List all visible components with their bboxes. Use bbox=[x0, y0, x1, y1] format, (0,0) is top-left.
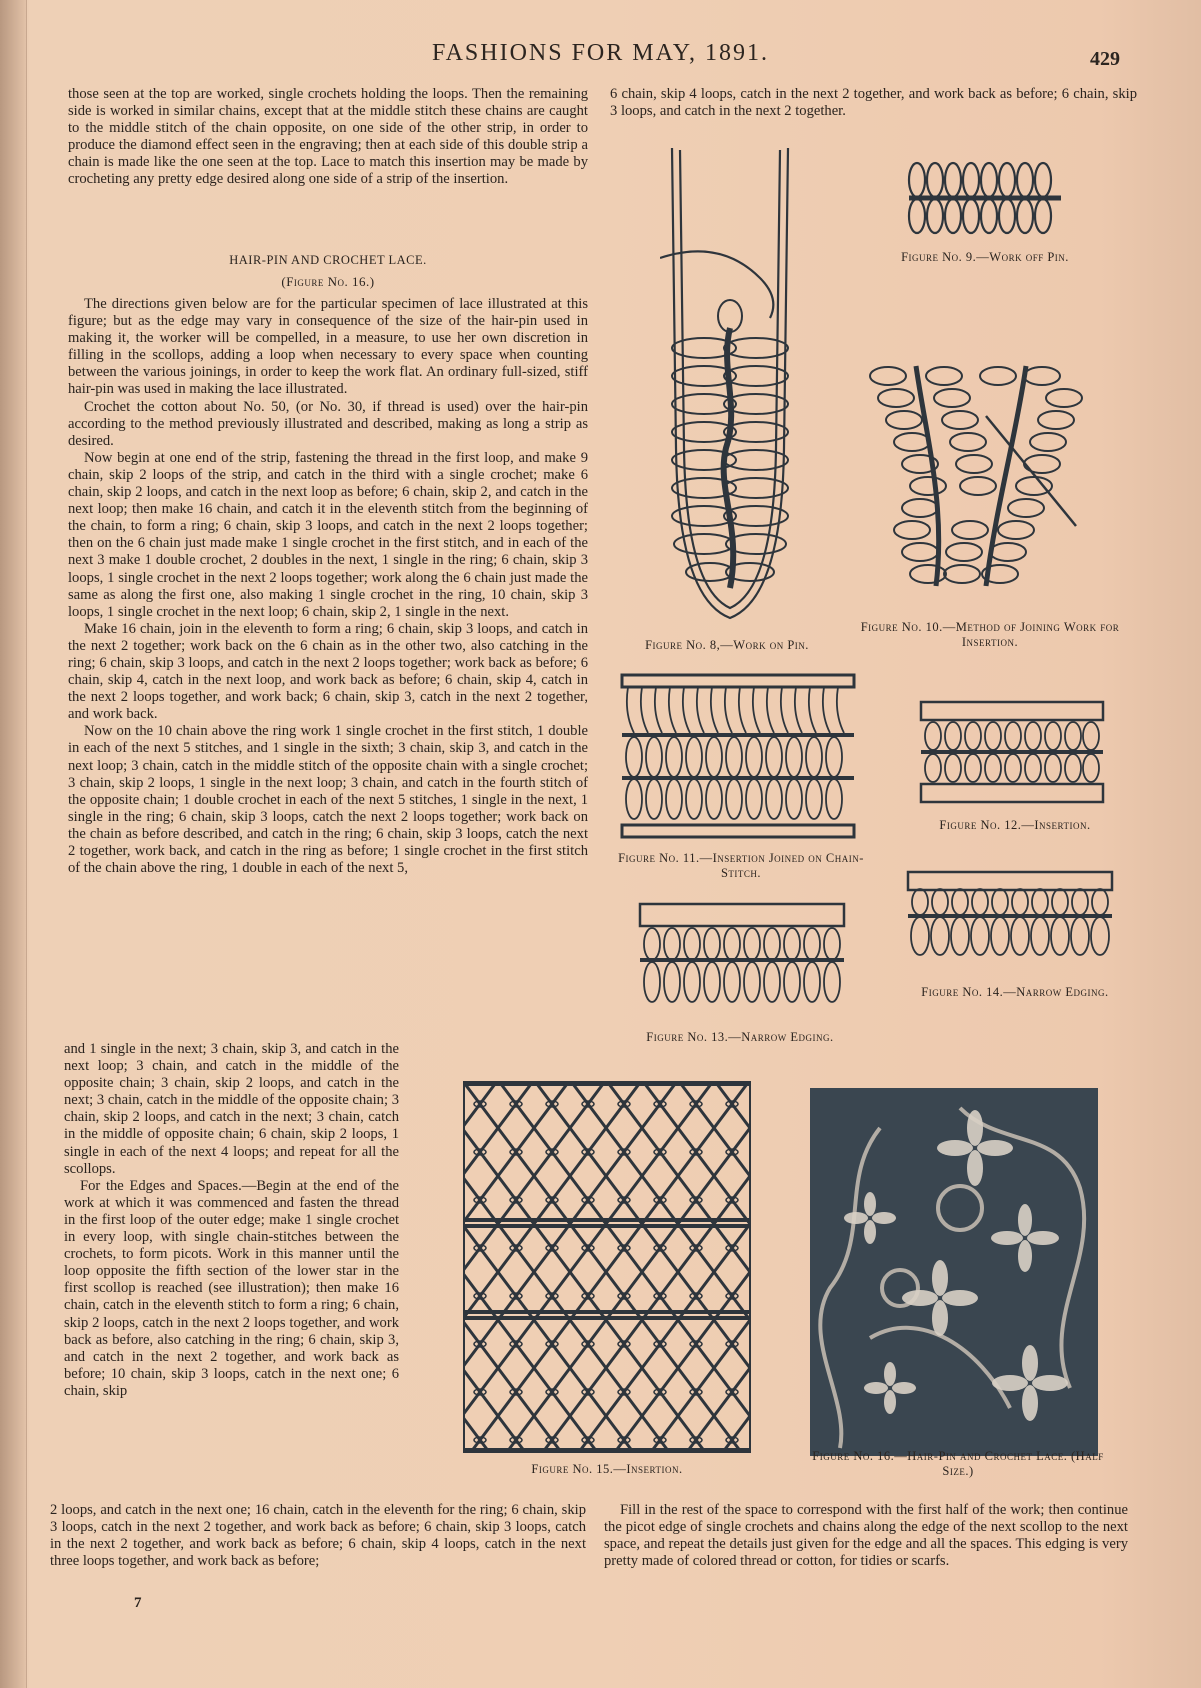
figure-14-caption: Figure No. 14.—Narrow Edging. bbox=[921, 985, 1109, 999]
paragraph: those seen at the top are worked, single crochets holding the loops. Then the remaining side is worked in similar chains, except that at the middle stitch these chains are caught to the middle stitch of the chain opposite, on one side of the other strip, in order to produce the diamond effect seen in the engraving; then at each side of this double strip a chain is made like the one seen at the top. Lace to match this insertion may be made by crocheting any pretty edge desired along one side of a strip of the insertion. bbox=[68, 86, 588, 188]
figure-11-caption: Figure No. 11.—Insertion Joined on Chain-Stitch. bbox=[618, 851, 864, 880]
paragraph: Now begin at one end of the strip, fastening the thread in the first loop, and make 9 chain, skip 2 loops of the strip, and catch in the third with a single crochet; make 6 chain, skip 2 loops, and catch in the next loop as before; 6 chain, skip 2, and catch in the next loop; then make 16 chain, and catch it in the eleventh stitch from the beginning of the chain, to form a ring; 6 chain, skip 3 loops, and catch in the next 2 loops together; then on the 6 chain just made make 1 single crochet in the first stitch, and in each of the next 3 make 1 double crochet, 2 doubles in the next, 1 single in the ring; 6 chain, skip 3 loops, 1 single crochet in the next 2 loops together; work along the 6 chain just made the same as along the first one, also making 1 single crochet in the ring, 10 chain, skip 3 loops, 1 single crochet in the next loop; 6 chain, skip 2, 1 single in the next. bbox=[68, 449, 588, 620]
figure-10-caption: Figure No. 10.—Method of Joining Work for Insertion. bbox=[860, 620, 1120, 649]
section-subheading: (Figure No. 16.) bbox=[281, 274, 375, 289]
figure-10-illustration bbox=[866, 356, 1096, 596]
section-heading: HAIR-PIN AND CROCHET LACE. bbox=[229, 253, 427, 267]
figure-9-illustration bbox=[907, 160, 1063, 236]
column1-narrow-text bbox=[64, 1041, 399, 1400]
figure-8-illustration bbox=[660, 148, 800, 624]
paragraph: Make 16 chain, join in the eleventh to form a ring; 6 chain, skip 3 loops, and catch in the next 2 together; work back on the 6 chain as in the other two, also catching in the ring; 6 chain, skip 3 loops, and catch in the next 2 loops together; work back as before; 6 chain, skip 4, catch in the next loop, and work back as before; 6 chain, skip 4, catch in the next 2 loops together, and work back; 6 chain, skip 3, catch in the next 2 together, and work back. bbox=[68, 620, 588, 723]
page-gutter bbox=[0, 0, 27, 1688]
figure-15-illustration bbox=[462, 1080, 752, 1454]
figure-13-illustration bbox=[638, 902, 846, 1010]
figure-15-caption: Figure No. 15.—Insertion. bbox=[531, 1462, 683, 1476]
paragraph: Crochet the cotton about No. 50, (or No. 30, if thread is used) over the hair-pin according to the method previously illustrated and described, making as long a strip as desired. bbox=[68, 398, 588, 449]
figure-13-caption: Figure No. 13.—Narrow Edging. bbox=[646, 1030, 834, 1044]
figure-12-caption: Figure No. 12.—Insertion. bbox=[939, 818, 1091, 832]
signature-mark: 7 bbox=[134, 1595, 142, 1611]
figure-9-caption: Figure No. 9.—Work off Pin. bbox=[901, 250, 1069, 264]
paragraph: 2 loops, and catch in the next one; 16 chain, catch in the eleventh for the ring; 6 chain, skip 3 loops, catch in the next 2 together, and work back as before; 6 chain, skip 3 loops, catch in the next 2 together, and work back as before; 6 chain, skip 4 loops, catch in the next three loops together, and work back as before; bbox=[50, 1502, 586, 1570]
figure-8-caption: Figure No. 8,—Work on Pin. bbox=[645, 638, 809, 652]
column2-top-text bbox=[610, 86, 1137, 120]
paragraph: For the Edges and Spaces.—Begin at the end of the work at which it was commenced and fasten the thread in the first loop of the outer edge; make 1 single crochet in every loop, with single chain-stitches between the crochets, to form picots. Work in this manner until the loop opposite the fifth section of the lower star in the first scollop is reached (see illustration); then make 16 chain, catch in the eleventh stitch to form a ring; 6 chain, skip 2 loops, catch in the next 2 loops together, and work back as before, also catching in the ring; 6 chain, skip 3, and catch in the next 2 together, and work back as before; 10 chain, skip 3 loops, catch in the next one; 6 chain, skip bbox=[64, 1177, 399, 1399]
page-number: 429 bbox=[1090, 48, 1120, 70]
figure-16-illustration bbox=[810, 1088, 1098, 1456]
paragraph: Now on the 10 chain above the ring work 1 single crochet in the first stitch, 1 double in each of the next 5 stitches, and 1 single in the sixth; 3 chain, skip 3, and catch in the next loop; 3 chain, catch in the middle stitch of the opposite chain with a single crochet; 3 chain, skip 2 loops, 1 single in the next loop; 3 chain, and catch in the fourth stitch of the opposite chain; 1 double crochet in each of the next 5 stitches, 1 single in the next, 1 single in the ring; 6 chain, skip 3 loops, catch the next 2 loops together; work back on the chain as before described, and catch in the ring; 6 chain, skip 3 loops, catch the next 2 together, work back, and catch in the ring as before; 1 single crochet in the first stitch of the chain above the ring, 1 double in each of the next 5, bbox=[68, 723, 588, 877]
running-head: FASHIONS FOR MAY, 1891. bbox=[432, 40, 769, 66]
column1-body-text bbox=[68, 296, 588, 877]
figure-16-caption: Figure No. 16.—Hair-Pin and Crochet Lace. (Half Size.) bbox=[812, 1449, 1104, 1478]
paragraph: and 1 single in the next; 3 chain, skip 3, and catch in the next loop; 3 chain, and catch in the middle of the opposite chain; 3 chain, skip 2 loops, and catch in the next; 3 chain, catch in the middle of the opposite chain; 3 chain, skip 2 loops, and catch in the next; 3 chain, catch in the middle of opposite chain; 6 chain, skip 2 loops, 1 single in each of the next 4 loops; and repeat for all the scollops. bbox=[64, 1041, 399, 1177]
figure-11-illustration bbox=[620, 673, 856, 839]
column1-top-text bbox=[68, 86, 588, 189]
figure-12-illustration bbox=[919, 700, 1105, 804]
paragraph: The directions given below are for the particular specimen of lace illustrated at this figure; but as the edge may vary in consequence of the size of the hair-pin used in making it, the worker will be compelled, in a measure, to use her own discretion in filling in the scollops, adding a loop when necessary to every space when counting between the various joinings, in order to keep the work flat. An ordinary full-sized, stiff hair-pin was used in making the lace illustrated. bbox=[68, 296, 588, 398]
figure-14-illustration bbox=[906, 870, 1114, 958]
paragraph: 6 chain, skip 4 loops, catch in the next 2 together, and work back as before; 6 chain, skip 3 loops, and catch in the next 2 together. bbox=[610, 86, 1137, 120]
paragraph: Fill in the rest of the space to correspond with the first half of the work; then continue the picot edge of single crochets and chains along the edge of the next scollop to the next space, and repeat the details just given for the edge and all the spaces. This edging is very pretty made of colored thread or cotton, for tidies or scarfs. bbox=[604, 1502, 1128, 1570]
column1-bottom-text bbox=[50, 1502, 586, 1570]
column2-bottom-text bbox=[604, 1502, 1128, 1570]
